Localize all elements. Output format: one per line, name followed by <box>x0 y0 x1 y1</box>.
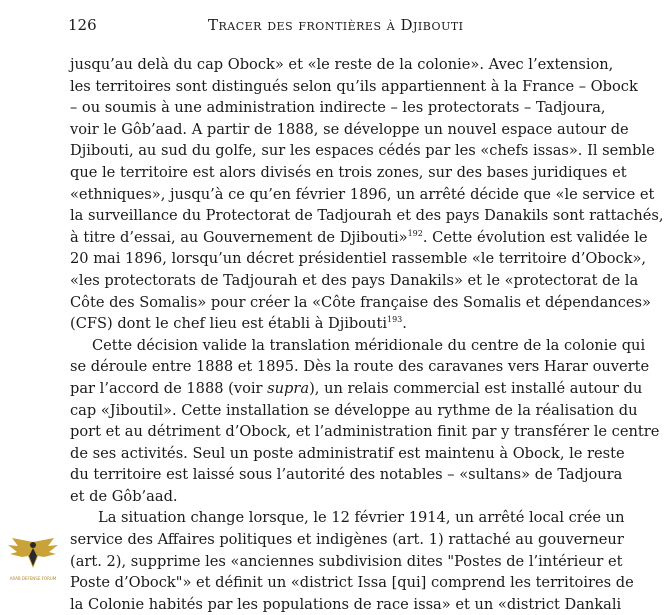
text-line: du territoire est laissé sous l’autorité des notables – «sultans» de Tadjoura <box>70 466 623 484</box>
text-line: port et au détriment d’Obock, et l’administration finit par y transférer le centre <box>70 423 660 441</box>
text-line: Djibouti, au sud du golfe, sur les espaces cédés par les «chefs issas». Il semble <box>70 142 655 160</box>
footnote-ref[interactable]: 193 <box>387 315 403 325</box>
text-line: de ses activités. Seul un poste administratif est maintenu à Obock, le reste <box>70 444 625 462</box>
text-line: (art. 2), supprime les «anciennes subdivision dites "Postes de l’intérieur et <box>70 552 623 570</box>
text-line: les territoires sont distingués selon qu’ils appartiennent à la France – Obock <box>70 77 638 95</box>
footnote-ref[interactable]: 192 <box>407 228 423 238</box>
text-line: jusqu’au delà du cap Obock» et «le reste de la colonie». Avec l’extension, <box>70 56 614 73</box>
text-line: Cette décision valide la translation méridionale du centre de la colonie qui <box>92 336 646 354</box>
text-line: La situation change lorsque, le 12 février 1914, un arrêté local crée un <box>98 509 625 527</box>
text-line: (CFS) dont le chef lieu est établi à Djibouti$^{193}$. <box>70 315 407 333</box>
text-line: que le territoire est alors divisés en trois zones, sur des bases juridiques et <box>70 163 627 181</box>
eagle-emblem-icon <box>4 536 62 576</box>
body-text <box>70 54 664 615</box>
text-line: la Colonie habités par les populations de race issa» et un «district Dankali <box>70 595 622 613</box>
page-header <box>68 12 565 38</box>
watermark-caption: ARAB DEFENSE FORUM <box>9 576 57 581</box>
text-line: – ou soumis à une administration indirecte – les protectorats – Tadjoura, <box>70 99 606 117</box>
text-line: voir le Gôb’aad. A partir de 1888, se développe un nouvel espace autour de <box>70 120 629 138</box>
text-line: cap «Jiboutil». Cette installation se développe au rythme de la réalisation du <box>70 401 638 419</box>
running-title: Tracer des frontières à Djibouti <box>208 16 464 34</box>
text-line: «les protectorats de Tadjourah et des pays Danakils» et le «protectorat de la <box>70 271 639 289</box>
text-line: 20 mai 1896, lorsqu’un décret présidentiel rassemble «le territoire d’Obock», <box>70 250 647 268</box>
italic-term: supra <box>267 379 310 397</box>
text-line: service des Affaires politiques et indigènes (art. 1) rattaché au gouverneur <box>70 531 624 549</box>
text-line: Côte des Somalis» pour créer la «Côte française des Somalis et dépendances» <box>70 293 651 311</box>
text-line: la surveillance du Protectorat de Tadjourah et des pays Danakils sont rattachés, <box>70 207 664 225</box>
text-line: se déroule entre 1888 et 1895. Dès la route des caravanes vers Harar ouverte <box>70 358 650 376</box>
page-number: 126 <box>68 16 97 34</box>
text-line: Poste d’Obock"» et définit un «district Issa [qui] comprend les territoires de <box>70 574 634 592</box>
text-line: à titre d’essai, au Gouvernement de Djibouti»$^{192}$. Cette évolution est validée le <box>70 228 648 246</box>
watermark-logo <box>4 536 62 586</box>
text-line: «ethniques», jusqu’à ce qu’en février 1896, un arrêté décide que «le service et <box>70 185 655 203</box>
text-line: et de Gôb’aad. <box>70 487 178 505</box>
text-line: par l’accord de 1888 (voir supra), un relais commercial est installé autour du <box>70 379 643 397</box>
